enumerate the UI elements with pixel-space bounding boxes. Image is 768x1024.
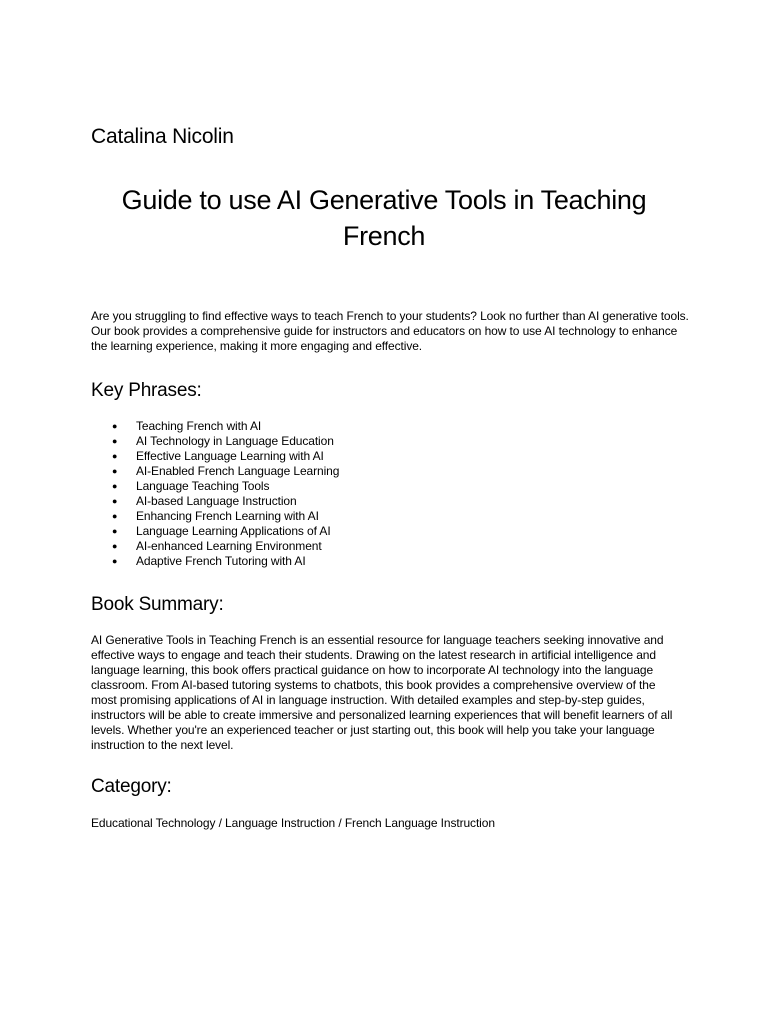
key-phrase-text: Language Teaching Tools (136, 479, 270, 493)
key-phrase-item (112, 539, 339, 554)
key-phrase-item (112, 494, 339, 509)
key-phrase-item (112, 434, 339, 449)
key-phrases-list (112, 419, 339, 569)
bullet-icon: ● (112, 466, 118, 476)
bullet-icon: ● (112, 511, 118, 521)
bullet-icon: ● (112, 481, 118, 491)
category-text: Educational Technology / Language Instruction / French Language Instruction (91, 816, 495, 830)
key-phrase-item (112, 524, 339, 539)
key-phrase-text: AI-Enabled French Language Learning (136, 464, 340, 478)
bullet-icon: ● (112, 496, 118, 506)
bullet-icon: ● (112, 421, 118, 431)
key-phrases-heading: Key Phrases: (91, 380, 202, 401)
key-phrase-item (112, 419, 339, 434)
bullet-icon: ● (112, 436, 118, 446)
bullet-icon: ● (112, 541, 118, 551)
key-phrase-text: Teaching French with AI (136, 419, 262, 433)
key-phrase-text: Adaptive French Tutoring with AI (136, 554, 306, 568)
bullet-icon: ● (112, 451, 118, 461)
key-phrase-item (112, 449, 339, 464)
key-phrase-text: AI Technology in Language Education (136, 434, 334, 448)
document-title: Guide to use AI Generative Tools in Teaching French (121, 185, 647, 251)
key-phrase-item (112, 509, 339, 524)
key-phrase-text: AI-based Language Instruction (136, 494, 297, 508)
key-phrase-item (112, 554, 339, 569)
key-phrase-text: Effective Language Learning with AI (136, 449, 324, 463)
bullet-icon: ● (112, 526, 118, 536)
intro-paragraph: Are you struggling to find effective ways to teach French to your students? Look no further than AI generative tools. Our book provides a comprehensive guide for instructors and educators on how to use AI technology to enhance the learning experience, making it more engaging and effective. (91, 309, 689, 353)
key-phrase-item (112, 479, 339, 494)
key-phrase-text: Language Learning Applications of AI (136, 524, 331, 538)
category-heading: Category: (91, 776, 172, 797)
bullet-icon: ● (112, 556, 118, 566)
author-name: Catalina Nicolin (91, 125, 234, 148)
book-summary-paragraph: AI Generative Tools in Teaching French is an essential resource for language teachers seeking innovative and effective ways to engage and teach their students. Drawing on the latest research in artificial intelligence and language learning, this book offers practical guidance on how to incorporate AI technology into the language classroom. From AI-based tutoring systems to chatbots, this book provides a comprehensive overview of the most promising applications of AI in language instruction. With detailed examples and step-by-step guides, instructors will be able to create immersive and personalized learning experiences that will benefit learners of all levels. Whether you're an experienced teacher or just starting out, this book will help you take your language instruction to the next level. (91, 633, 673, 752)
key-phrase-item (112, 464, 339, 479)
key-phrase-text: AI-enhanced Learning Environment (136, 539, 322, 553)
book-summary-heading: Book Summary: (91, 594, 224, 615)
key-phrase-text: Enhancing French Learning with AI (136, 509, 319, 523)
